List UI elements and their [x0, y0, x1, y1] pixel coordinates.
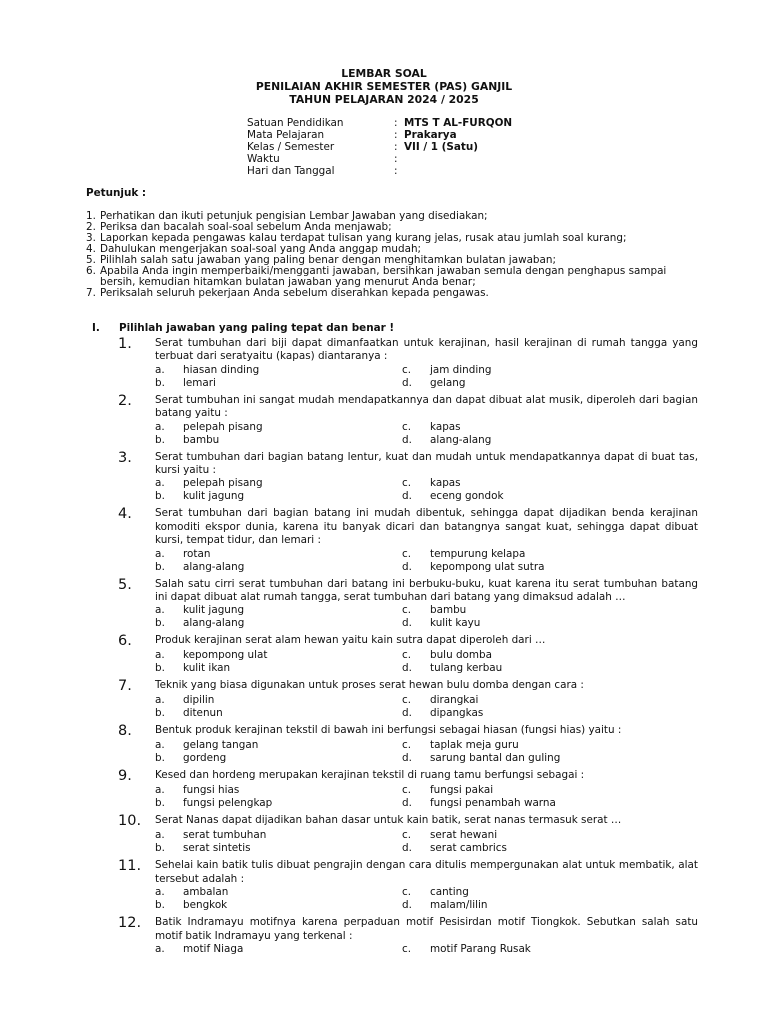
answer-option[interactable]	[155, 477, 402, 490]
question-header	[118, 633, 698, 649]
option-letter: b.	[155, 899, 165, 912]
question-item	[118, 915, 698, 956]
option-letter: b.	[155, 560, 165, 573]
option-row	[155, 617, 698, 630]
header-school-year: TAHUN PELAJARAN 2024 / 2025	[289, 93, 479, 106]
section-heading	[92, 322, 394, 334]
answer-option[interactable]	[155, 707, 402, 720]
option-letter: a.	[155, 547, 165, 560]
option-row	[155, 886, 698, 899]
option-letter: d.	[402, 662, 412, 675]
option-row	[155, 784, 698, 797]
option-letter: b.	[155, 662, 165, 675]
question-item	[118, 633, 698, 675]
option-letter: b.	[155, 707, 165, 720]
option-text: serat tumbuhan	[183, 829, 267, 842]
question-text: Serat Nanas dapat dijadikan bahan dasar untuk kain batik, serat nanas termasuk serat …	[155, 814, 622, 827]
document-header	[0, 67, 768, 106]
answer-options	[118, 604, 698, 630]
instruction-text-continued: bersih, kemudian hitamkan bulatan jawaban yang menurut Anda benar;	[100, 276, 476, 288]
answer-options	[118, 477, 698, 503]
answer-options	[118, 694, 698, 720]
option-text: bambu	[183, 433, 220, 446]
question-text: Kesed dan hordeng merupakan kerajinan tekstil di ruang tamu berfungsi sebagai :	[155, 769, 585, 782]
answer-option[interactable]	[402, 886, 649, 899]
answer-option[interactable]	[155, 694, 402, 707]
option-text: pelepah pisang	[183, 477, 263, 490]
info-label: Waktu	[247, 153, 280, 165]
option-letter: a.	[155, 649, 165, 662]
info-value: Prakarya	[404, 129, 457, 141]
answer-options	[118, 649, 698, 675]
answer-options	[118, 421, 698, 447]
question-item	[118, 393, 698, 447]
instruction-number: 3.	[86, 232, 96, 244]
option-text: taplak meja guru	[430, 739, 519, 752]
option-text: gelang	[430, 376, 466, 389]
instruction-number: 5.	[86, 254, 96, 266]
option-row	[155, 943, 698, 956]
question-item	[118, 336, 698, 390]
answer-option[interactable]	[402, 829, 649, 842]
option-row	[155, 899, 698, 912]
option-text: gordeng	[183, 752, 227, 765]
option-text: serat cambrics	[430, 842, 507, 855]
instruction-number: 1.	[86, 210, 96, 222]
option-letter: b.	[155, 842, 165, 855]
option-text: eceng gondok	[430, 490, 504, 503]
question-item	[118, 858, 698, 912]
option-row	[155, 752, 698, 765]
info-label: Satuan Pendidikan	[247, 117, 344, 129]
question-item	[118, 723, 698, 765]
question-number: 8.	[118, 723, 132, 740]
question-text: Teknik yang biasa digunakan untuk proses serat hewan bulu domba dengan cara :	[155, 679, 584, 692]
question-text: Batik Indramayu motifnya karena perpaduan motif Pesisirdan motif Tiongkok. Sebutkan salah satu motif batik Indramayu yang terkenal :	[155, 916, 698, 942]
answer-option[interactable]	[155, 617, 402, 630]
question-header	[118, 723, 698, 739]
info-colon: :	[394, 129, 398, 141]
answer-option[interactable]	[155, 784, 402, 797]
question-list	[118, 336, 698, 959]
instruction-text: Pilihlah salah satu jawaban yang paling benar dengan menghitamkan bulatan jawaban;	[100, 254, 556, 266]
option-letter: d.	[402, 899, 412, 912]
question-number: 12.	[118, 915, 142, 932]
section-number: I.	[92, 322, 100, 334]
option-text: ambalan	[183, 886, 229, 899]
instructions-title: Petunjuk :	[86, 187, 147, 199]
option-letter: c.	[402, 886, 412, 899]
question-number: 1.	[118, 336, 132, 352]
option-text: alang-alang	[183, 560, 245, 573]
option-row	[155, 797, 698, 810]
info-row	[247, 141, 512, 153]
answer-option[interactable]	[155, 604, 402, 617]
exam-info-table	[247, 117, 512, 177]
option-text: fungsi pelengkap	[183, 797, 273, 810]
answer-option[interactable]	[402, 490, 649, 503]
answer-option[interactable]	[155, 829, 402, 842]
answer-option[interactable]	[402, 548, 649, 561]
question-text: Serat tumbuhan dari biji dapat dimanfaatkan untuk kerajinan, hasil kerajinan di rumah tangga yang terbuat dari seratyaitu (kapas) diantaranya :	[155, 337, 698, 363]
answer-option[interactable]	[402, 604, 649, 617]
question-number: 11.	[118, 858, 142, 875]
option-letter: c.	[402, 604, 412, 617]
question-item	[118, 577, 698, 631]
section-title: Pilihlah jawaban yang paling tepat dan benar !	[119, 322, 395, 334]
option-letter: a.	[155, 784, 165, 797]
option-text: alang-alang	[183, 617, 245, 630]
option-row	[155, 421, 698, 434]
answer-option[interactable]	[155, 752, 402, 765]
option-text: tempurung kelapa	[430, 547, 526, 560]
option-letter: d.	[402, 490, 412, 503]
option-letter: a.	[155, 943, 165, 956]
question-text: Sehelai kain batik tulis dibuat pengrajin dengan cara ditulis mempergunakan alat untuk membatik, alat tersebut adalah :	[155, 859, 698, 885]
option-letter: a.	[155, 694, 165, 707]
option-letter: b.	[155, 490, 165, 503]
option-row	[155, 649, 698, 662]
answer-option[interactable]	[402, 752, 649, 765]
option-text: serat hewani	[430, 829, 498, 842]
answer-option[interactable]	[402, 943, 649, 956]
option-text: serat sintetis	[183, 842, 251, 855]
answer-option[interactable]	[402, 784, 649, 797]
answer-option[interactable]	[155, 561, 402, 574]
info-label: Kelas / Semester	[247, 141, 335, 153]
option-letter: a.	[155, 363, 165, 376]
option-letter: d.	[402, 842, 412, 855]
answer-option[interactable]	[402, 739, 649, 752]
option-text: fungsi hias	[183, 784, 240, 797]
answer-option[interactable]	[155, 490, 402, 503]
info-colon: :	[394, 153, 398, 165]
answer-options	[118, 943, 698, 956]
option-letter: a.	[155, 477, 165, 490]
option-letter: b.	[155, 617, 165, 630]
answer-options	[118, 886, 698, 912]
question-header	[118, 506, 698, 547]
answer-option[interactable]	[155, 377, 402, 390]
info-row	[247, 153, 512, 165]
option-text: kulit ikan	[183, 662, 231, 675]
option-letter: d.	[402, 707, 412, 720]
option-row	[155, 829, 698, 842]
option-text: kulit jagung	[183, 490, 245, 503]
option-letter: b.	[155, 797, 165, 810]
question-number: 2.	[118, 392, 132, 409]
question-header	[118, 450, 698, 478]
header-exam-name: PENILAIAN AKHIR SEMESTER (PAS) GANJIL	[255, 80, 513, 93]
instruction-number: 4.	[86, 243, 96, 255]
option-text: dirangkai	[430, 694, 479, 707]
option-row	[155, 561, 698, 574]
info-colon: :	[394, 141, 398, 153]
option-letter: c.	[402, 547, 412, 560]
option-letter: c.	[402, 694, 412, 707]
option-text: fungsi penambah warna	[430, 797, 556, 810]
instruction-text: Periksa dan bacalah soal-soal sebelum Anda menjawab;	[100, 221, 392, 233]
answer-options	[118, 364, 698, 390]
option-text: kepompong ulat sutra	[430, 560, 545, 573]
answer-option[interactable]	[155, 842, 402, 855]
question-header	[118, 393, 698, 421]
answer-option[interactable]	[155, 899, 402, 912]
answer-option[interactable]	[155, 434, 402, 447]
info-colon: :	[394, 165, 398, 177]
question-header	[118, 858, 698, 886]
question-header	[118, 336, 698, 364]
answer-option[interactable]	[402, 377, 649, 390]
option-text: gelang tangan	[183, 739, 259, 752]
question-number: 10.	[118, 813, 142, 830]
option-row	[155, 707, 698, 720]
question-header	[118, 915, 698, 943]
option-text: lemari	[183, 376, 216, 389]
question-text: Serat tumbuhan dari bagian batang lentur, kuat dan mudah untuk mendapatkannya dapat di buat tas, kursi yaitu :	[155, 450, 698, 477]
instruction-item	[86, 288, 686, 299]
instruction-text: Perhatikan dan ikuti petunjuk pengisian Lembar Jawaban yang disediakan;	[100, 210, 488, 222]
instruction-number: 7.	[86, 287, 96, 299]
option-text: canting	[430, 886, 469, 899]
option-text: bengkok	[183, 899, 228, 912]
option-letter: b.	[155, 752, 165, 765]
question-item	[118, 768, 698, 810]
info-row	[247, 117, 512, 129]
answer-option[interactable]	[402, 421, 649, 434]
option-letter: a.	[155, 420, 165, 433]
question-text: Bentuk produk kerajinan tekstil di bawah ini berfungsi sebagai hiasan (fungsi hias) yaitu :	[155, 724, 622, 737]
option-letter: c.	[402, 420, 412, 433]
option-letter: c.	[402, 739, 412, 752]
instruction-text: Apabila Anda ingin memperbaiki/mengganti jawaban, bersihkan jawaban semula dengan penghapus sampai	[100, 265, 667, 277]
answer-option[interactable]	[402, 662, 649, 675]
option-text: kulit jagung	[183, 604, 245, 617]
info-label: Mata Pelajaran	[247, 129, 325, 141]
option-row	[155, 364, 698, 377]
option-text: kulit kayu	[430, 617, 481, 630]
option-letter: a.	[155, 829, 165, 842]
option-letter: c.	[402, 363, 412, 376]
info-row	[247, 129, 512, 141]
option-letter: c.	[402, 943, 412, 956]
option-text: fungsi pakai	[430, 784, 494, 797]
option-text: jam dinding	[430, 363, 492, 376]
option-text: sarung bantal dan guling	[430, 752, 561, 765]
question-number: 9.	[118, 768, 132, 785]
instruction-text: Periksalah seluruh pekerjaan Anda sebelum diserahkan kepada pengawas.	[100, 287, 489, 299]
question-number: 5.	[118, 576, 132, 593]
option-letter: c.	[402, 649, 412, 662]
option-letter: d.	[402, 433, 412, 446]
question-number: 3.	[118, 449, 132, 466]
option-text: bulu domba	[430, 649, 492, 662]
info-colon: :	[394, 117, 398, 129]
option-text: ditenun	[183, 707, 223, 720]
answer-option[interactable]	[402, 561, 649, 574]
option-text: pelepah pisang	[183, 420, 263, 433]
question-header	[118, 768, 698, 784]
option-row	[155, 662, 698, 675]
question-text: Produk kerajinan serat alam hewan yaitu kain sutra dapat diperoleh dari …	[155, 634, 546, 647]
option-text: kapas	[430, 477, 461, 490]
option-text: kepompong ulat	[183, 649, 268, 662]
option-text: motif Niaga	[183, 943, 244, 956]
option-letter: b.	[155, 433, 165, 446]
info-row	[247, 165, 512, 177]
answer-option[interactable]	[402, 899, 649, 912]
option-text: alang-alang	[430, 433, 492, 446]
answer-option[interactable]	[155, 548, 402, 561]
info-value: VII / 1 (Satu)	[404, 141, 479, 153]
option-row	[155, 377, 698, 390]
question-header	[118, 577, 698, 605]
option-letter: c.	[402, 477, 412, 490]
instruction-text: Laporkan kepada pengawas kalau terdapat tulisan yang kurang jelas, rusak atau jumlah soal kurang;	[100, 232, 627, 244]
answer-option[interactable]	[402, 477, 649, 490]
answer-option[interactable]	[155, 364, 402, 377]
option-text: kapas	[430, 420, 461, 433]
option-letter: b.	[155, 376, 165, 389]
question-item	[118, 506, 698, 573]
answer-options	[118, 739, 698, 765]
option-row	[155, 694, 698, 707]
question-header	[118, 678, 698, 694]
answer-option[interactable]	[155, 943, 402, 956]
question-item	[118, 678, 698, 720]
instruction-number: 2.	[86, 221, 96, 233]
option-row	[155, 490, 698, 503]
header-title: LEMBAR SOAL	[341, 67, 427, 80]
question-item	[118, 813, 698, 855]
option-text: hiasan dinding	[183, 363, 260, 376]
answer-option[interactable]	[155, 886, 402, 899]
question-number: 6.	[118, 633, 132, 650]
instruction-number: 6.	[86, 265, 96, 277]
answer-options	[118, 784, 698, 810]
question-text: Salah satu cirri serat tumbuhan dari batang ini berbuku-buku, kuat karena itu serat tumbuhan batang ini dapat dibuat alat rumah tangga, serat tumbuhan dari batang yang dimaksud adalah …	[155, 577, 698, 604]
instructions-list	[86, 211, 686, 299]
question-number: 4.	[118, 506, 132, 523]
answer-option[interactable]	[155, 739, 402, 752]
option-letter: d.	[402, 560, 412, 573]
option-letter: a.	[155, 604, 165, 617]
option-row	[155, 604, 698, 617]
question-number: 7.	[118, 678, 132, 695]
answer-option[interactable]	[155, 797, 402, 810]
option-letter: d.	[402, 376, 412, 389]
option-text: dipilin	[183, 694, 215, 707]
option-letter: a.	[155, 886, 165, 899]
option-letter: c.	[402, 829, 412, 842]
instruction-text: Dahulukan mengerjakan soal-soal yang Anda anggap mudah;	[100, 243, 422, 255]
answer-option[interactable]	[155, 649, 402, 662]
question-text: Serat tumbuhan dari bagian batang ini mudah dibentuk, sehingga dapat dijadikan benda kerajinan komoditi ekspor dunia, karena itu banyak dicari dan batangnya sangat kuat, sehingga dapat dibuat kursi, tempat tidur, dan lemari :	[155, 507, 698, 547]
option-row	[155, 842, 698, 855]
answer-option[interactable]	[402, 434, 649, 447]
answer-option[interactable]	[402, 797, 649, 810]
answer-option[interactable]	[155, 662, 402, 675]
option-text: malam/lilin	[430, 899, 488, 912]
option-text: bambu	[430, 604, 467, 617]
option-letter: c.	[402, 784, 412, 797]
option-letter: a.	[155, 739, 165, 752]
option-row	[155, 739, 698, 752]
answer-options	[118, 829, 698, 855]
question-text: Serat tumbuhan ini sangat mudah mendapatkannya dan dapat dibuat alat musik, diperoleh dari bagian batang yaitu :	[155, 393, 698, 420]
answer-option[interactable]	[402, 707, 649, 720]
option-text: dipangkas	[430, 707, 484, 720]
answer-option[interactable]	[155, 421, 402, 434]
option-row	[155, 477, 698, 490]
answer-option[interactable]	[402, 649, 649, 662]
option-text: rotan	[183, 547, 211, 560]
option-row	[155, 434, 698, 447]
option-text: motif Parang Rusak	[430, 943, 531, 956]
answer-option[interactable]	[402, 842, 649, 855]
question-header	[118, 813, 698, 829]
info-label: Hari dan Tanggal	[247, 165, 335, 177]
option-letter: d.	[402, 617, 412, 630]
answer-option[interactable]	[402, 364, 649, 377]
option-letter: d.	[402, 752, 412, 765]
option-text: tulang kerbau	[430, 662, 503, 675]
info-value: MTS T AL-FURQON	[404, 117, 513, 129]
option-row	[155, 548, 698, 561]
answer-option[interactable]	[402, 617, 649, 630]
answer-option[interactable]	[402, 694, 649, 707]
answer-options	[118, 548, 698, 574]
option-letter: d.	[402, 797, 412, 810]
question-item	[118, 450, 698, 504]
